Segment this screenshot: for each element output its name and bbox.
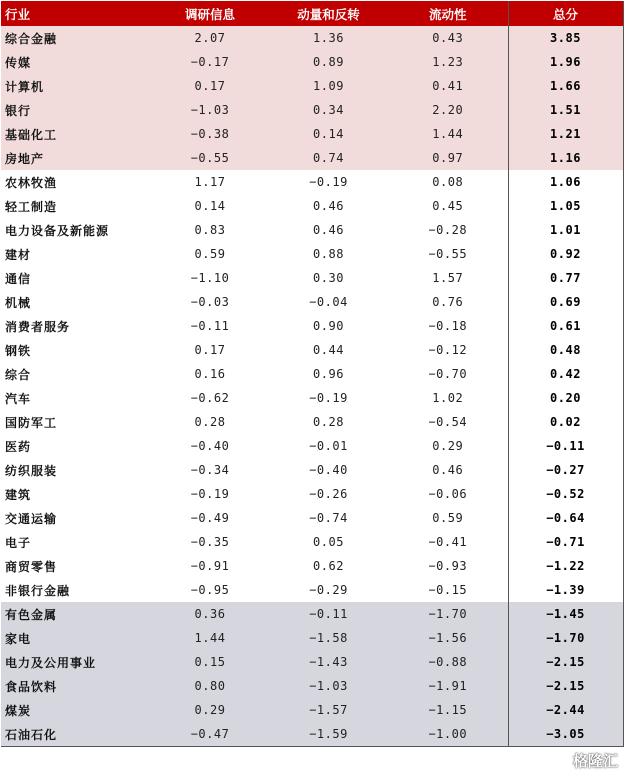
momentum-reversal-cell: −0.19 bbox=[269, 386, 388, 410]
table-row bbox=[1, 410, 623, 434]
liquidity-cell: −0.18 bbox=[388, 314, 508, 338]
research-info-cell: −0.17 bbox=[151, 50, 269, 74]
liquidity-cell: 0.59 bbox=[388, 506, 508, 530]
total-score-cell: −2.15 bbox=[508, 650, 623, 674]
momentum-reversal-cell: −1.57 bbox=[269, 698, 388, 722]
total-score-cell: 1.51 bbox=[508, 98, 623, 122]
industry-score-table bbox=[1, 1, 624, 747]
total-score-cell: −1.22 bbox=[508, 554, 623, 578]
momentum-reversal-cell: −0.26 bbox=[269, 482, 388, 506]
momentum-reversal-cell: 0.96 bbox=[269, 362, 388, 386]
table-row bbox=[1, 530, 623, 554]
industry-name-cell: 电力及公用事业 bbox=[1, 650, 151, 674]
liquidity-cell: 0.76 bbox=[388, 290, 508, 314]
research-info-cell: −0.47 bbox=[151, 722, 269, 747]
header-research-info: 调研信息 bbox=[151, 1, 269, 26]
table-row bbox=[1, 242, 623, 266]
liquidity-cell: −1.70 bbox=[388, 602, 508, 626]
liquidity-cell: 0.43 bbox=[388, 26, 508, 50]
liquidity-cell: −0.28 bbox=[388, 218, 508, 242]
research-info-cell: −0.38 bbox=[151, 122, 269, 146]
watermark bbox=[552, 750, 618, 771]
table-body bbox=[1, 26, 623, 747]
liquidity-cell: 0.08 bbox=[388, 170, 508, 194]
momentum-reversal-cell: 0.05 bbox=[269, 530, 388, 554]
research-info-cell: −0.91 bbox=[151, 554, 269, 578]
industry-name-cell: 银行 bbox=[1, 98, 151, 122]
total-score-cell: −2.44 bbox=[508, 698, 623, 722]
industry-name-cell: 商贸零售 bbox=[1, 554, 151, 578]
total-score-cell: 1.06 bbox=[508, 170, 623, 194]
total-score-cell: 0.92 bbox=[508, 242, 623, 266]
industry-name-cell: 国防军工 bbox=[1, 410, 151, 434]
momentum-reversal-cell: −0.01 bbox=[269, 434, 388, 458]
total-score-cell: 1.16 bbox=[508, 146, 623, 170]
table-row bbox=[1, 266, 623, 290]
total-score-cell: 1.05 bbox=[508, 194, 623, 218]
table-row bbox=[1, 722, 623, 747]
total-score-cell: 0.69 bbox=[508, 290, 623, 314]
table-row bbox=[1, 506, 623, 530]
momentum-reversal-cell: 0.14 bbox=[269, 122, 388, 146]
liquidity-cell: 0.45 bbox=[388, 194, 508, 218]
table-row bbox=[1, 482, 623, 506]
table-row bbox=[1, 50, 623, 74]
total-score-cell: −1.70 bbox=[508, 626, 623, 650]
momentum-reversal-cell: −1.58 bbox=[269, 626, 388, 650]
industry-name-cell: 家电 bbox=[1, 626, 151, 650]
research-info-cell: −0.34 bbox=[151, 458, 269, 482]
industry-name-cell: 轻工制造 bbox=[1, 194, 151, 218]
research-info-cell: −0.35 bbox=[151, 530, 269, 554]
momentum-reversal-cell: 1.09 bbox=[269, 74, 388, 98]
industry-name-cell: 钢铁 bbox=[1, 338, 151, 362]
momentum-reversal-cell: −0.29 bbox=[269, 578, 388, 602]
research-info-cell: −0.62 bbox=[151, 386, 269, 410]
table-row bbox=[1, 290, 623, 314]
liquidity-cell: −0.15 bbox=[388, 578, 508, 602]
momentum-reversal-cell: 0.46 bbox=[269, 218, 388, 242]
research-info-cell: 0.15 bbox=[151, 650, 269, 674]
total-score-cell: 0.61 bbox=[508, 314, 623, 338]
momentum-reversal-cell: 0.74 bbox=[269, 146, 388, 170]
industry-name-cell: 综合金融 bbox=[1, 26, 151, 50]
total-score-cell: 0.48 bbox=[508, 338, 623, 362]
research-info-cell: 0.14 bbox=[151, 194, 269, 218]
industry-name-cell: 石油石化 bbox=[1, 722, 151, 747]
industry-name-cell: 非银行金融 bbox=[1, 578, 151, 602]
research-info-cell: −0.11 bbox=[151, 314, 269, 338]
table-row bbox=[1, 434, 623, 458]
header-liquidity: 流动性 bbox=[388, 1, 508, 26]
momentum-reversal-cell: 0.89 bbox=[269, 50, 388, 74]
liquidity-cell: −0.06 bbox=[388, 482, 508, 506]
table-row bbox=[1, 554, 623, 578]
table-row bbox=[1, 578, 623, 602]
industry-name-cell: 基础化工 bbox=[1, 122, 151, 146]
research-info-cell: 1.44 bbox=[151, 626, 269, 650]
table-row bbox=[1, 26, 623, 50]
research-info-cell: 1.17 bbox=[151, 170, 269, 194]
research-info-cell: 0.83 bbox=[151, 218, 269, 242]
research-info-cell: −0.55 bbox=[151, 146, 269, 170]
industry-name-cell: 建筑 bbox=[1, 482, 151, 506]
industry-name-cell: 煤炭 bbox=[1, 698, 151, 722]
liquidity-cell: −0.93 bbox=[388, 554, 508, 578]
industry-name-cell: 机械 bbox=[1, 290, 151, 314]
header-industry: 行业 bbox=[1, 1, 151, 26]
total-score-cell: −1.45 bbox=[508, 602, 623, 626]
momentum-reversal-cell: 0.88 bbox=[269, 242, 388, 266]
momentum-reversal-cell: −0.74 bbox=[269, 506, 388, 530]
industry-name-cell: 综合 bbox=[1, 362, 151, 386]
momentum-reversal-cell: −1.43 bbox=[269, 650, 388, 674]
industry-name-cell: 电子 bbox=[1, 530, 151, 554]
momentum-reversal-cell: 0.46 bbox=[269, 194, 388, 218]
header-momentum-reversal: 动量和反转 bbox=[269, 1, 388, 26]
liquidity-cell: −0.41 bbox=[388, 530, 508, 554]
total-score-cell: −0.64 bbox=[508, 506, 623, 530]
research-info-cell: 0.36 bbox=[151, 602, 269, 626]
research-info-cell: −1.03 bbox=[151, 98, 269, 122]
header-total-score: 总分 bbox=[508, 1, 623, 26]
table-row bbox=[1, 170, 623, 194]
liquidity-cell: −1.56 bbox=[388, 626, 508, 650]
liquidity-cell: −0.88 bbox=[388, 650, 508, 674]
gelonghui-logo-icon bbox=[552, 752, 569, 769]
table-row bbox=[1, 458, 623, 482]
research-info-cell: 0.17 bbox=[151, 338, 269, 362]
research-info-cell: 0.17 bbox=[151, 74, 269, 98]
industry-name-cell: 传媒 bbox=[1, 50, 151, 74]
industry-name-cell: 纺织服装 bbox=[1, 458, 151, 482]
research-info-cell: 2.07 bbox=[151, 26, 269, 50]
total-score-cell: 1.01 bbox=[508, 218, 623, 242]
research-info-cell: −0.40 bbox=[151, 434, 269, 458]
momentum-reversal-cell: −1.59 bbox=[269, 722, 388, 747]
liquidity-cell: 2.20 bbox=[388, 98, 508, 122]
research-info-cell: 0.28 bbox=[151, 410, 269, 434]
total-score-cell: 1.66 bbox=[508, 74, 623, 98]
table-row bbox=[1, 74, 623, 98]
table-row bbox=[1, 194, 623, 218]
industry-name-cell: 交通运输 bbox=[1, 506, 151, 530]
table-row bbox=[1, 602, 623, 626]
table-row bbox=[1, 314, 623, 338]
watermark-text: 格隆汇 bbox=[572, 752, 618, 770]
momentum-reversal-cell: 0.34 bbox=[269, 98, 388, 122]
momentum-reversal-cell: −1.03 bbox=[269, 674, 388, 698]
momentum-reversal-cell: −0.04 bbox=[269, 290, 388, 314]
total-score-cell: −0.71 bbox=[508, 530, 623, 554]
liquidity-cell: 1.23 bbox=[388, 50, 508, 74]
liquidity-cell: 1.57 bbox=[388, 266, 508, 290]
total-score-cell: 1.21 bbox=[508, 122, 623, 146]
table-row bbox=[1, 674, 623, 698]
momentum-reversal-cell: 1.36 bbox=[269, 26, 388, 50]
liquidity-cell: −1.00 bbox=[388, 722, 508, 747]
industry-name-cell: 汽车 bbox=[1, 386, 151, 410]
total-score-cell: 0.02 bbox=[508, 410, 623, 434]
table-row bbox=[1, 362, 623, 386]
research-info-cell: −0.95 bbox=[151, 578, 269, 602]
table-row bbox=[1, 122, 623, 146]
total-score-cell: 3.85 bbox=[508, 26, 623, 50]
table-row bbox=[1, 338, 623, 362]
momentum-reversal-cell: −0.40 bbox=[269, 458, 388, 482]
research-info-cell: −0.19 bbox=[151, 482, 269, 506]
industry-name-cell: 农林牧渔 bbox=[1, 170, 151, 194]
liquidity-cell: 0.29 bbox=[388, 434, 508, 458]
industry-name-cell: 食品饮料 bbox=[1, 674, 151, 698]
table-row bbox=[1, 98, 623, 122]
liquidity-cell: 1.44 bbox=[388, 122, 508, 146]
table-row bbox=[1, 698, 623, 722]
liquidity-cell: 1.02 bbox=[388, 386, 508, 410]
liquidity-cell: −0.70 bbox=[388, 362, 508, 386]
total-score-cell: 0.77 bbox=[508, 266, 623, 290]
industry-name-cell: 计算机 bbox=[1, 74, 151, 98]
table-row bbox=[1, 146, 623, 170]
momentum-reversal-cell: 0.62 bbox=[269, 554, 388, 578]
table-row bbox=[1, 650, 623, 674]
industry-name-cell: 房地产 bbox=[1, 146, 151, 170]
total-score-cell: −0.27 bbox=[508, 458, 623, 482]
liquidity-cell: 0.46 bbox=[388, 458, 508, 482]
momentum-reversal-cell: −0.19 bbox=[269, 170, 388, 194]
liquidity-cell: −0.55 bbox=[388, 242, 508, 266]
total-score-cell: −3.05 bbox=[508, 722, 623, 747]
liquidity-cell: −0.54 bbox=[388, 410, 508, 434]
research-info-cell: 0.59 bbox=[151, 242, 269, 266]
research-info-cell: −0.03 bbox=[151, 290, 269, 314]
total-score-cell: 0.42 bbox=[508, 362, 623, 386]
total-score-cell: 0.20 bbox=[508, 386, 623, 410]
liquidity-cell: 0.41 bbox=[388, 74, 508, 98]
momentum-reversal-cell: 0.44 bbox=[269, 338, 388, 362]
table-row bbox=[1, 218, 623, 242]
research-info-cell: −0.49 bbox=[151, 506, 269, 530]
total-score-cell: 1.96 bbox=[508, 50, 623, 74]
table-row bbox=[1, 386, 623, 410]
liquidity-cell: −1.91 bbox=[388, 674, 508, 698]
total-score-cell: −0.11 bbox=[508, 434, 623, 458]
momentum-reversal-cell: 0.28 bbox=[269, 410, 388, 434]
research-info-cell: 0.29 bbox=[151, 698, 269, 722]
liquidity-cell: −0.12 bbox=[388, 338, 508, 362]
momentum-reversal-cell: −0.11 bbox=[269, 602, 388, 626]
industry-name-cell: 消费者服务 bbox=[1, 314, 151, 338]
liquidity-cell: −1.15 bbox=[388, 698, 508, 722]
table-row bbox=[1, 626, 623, 650]
industry-name-cell: 电力设备及新能源 bbox=[1, 218, 151, 242]
research-info-cell: 0.80 bbox=[151, 674, 269, 698]
momentum-reversal-cell: 0.90 bbox=[269, 314, 388, 338]
table-header-row bbox=[1, 1, 623, 26]
research-info-cell: −1.10 bbox=[151, 266, 269, 290]
industry-name-cell: 医药 bbox=[1, 434, 151, 458]
total-score-cell: −2.15 bbox=[508, 674, 623, 698]
total-score-cell: −0.52 bbox=[508, 482, 623, 506]
industry-name-cell: 建材 bbox=[1, 242, 151, 266]
momentum-reversal-cell: 0.30 bbox=[269, 266, 388, 290]
liquidity-cell: 0.97 bbox=[388, 146, 508, 170]
industry-name-cell: 有色金属 bbox=[1, 602, 151, 626]
total-score-cell: −1.39 bbox=[508, 578, 623, 602]
industry-name-cell: 通信 bbox=[1, 266, 151, 290]
research-info-cell: 0.16 bbox=[151, 362, 269, 386]
